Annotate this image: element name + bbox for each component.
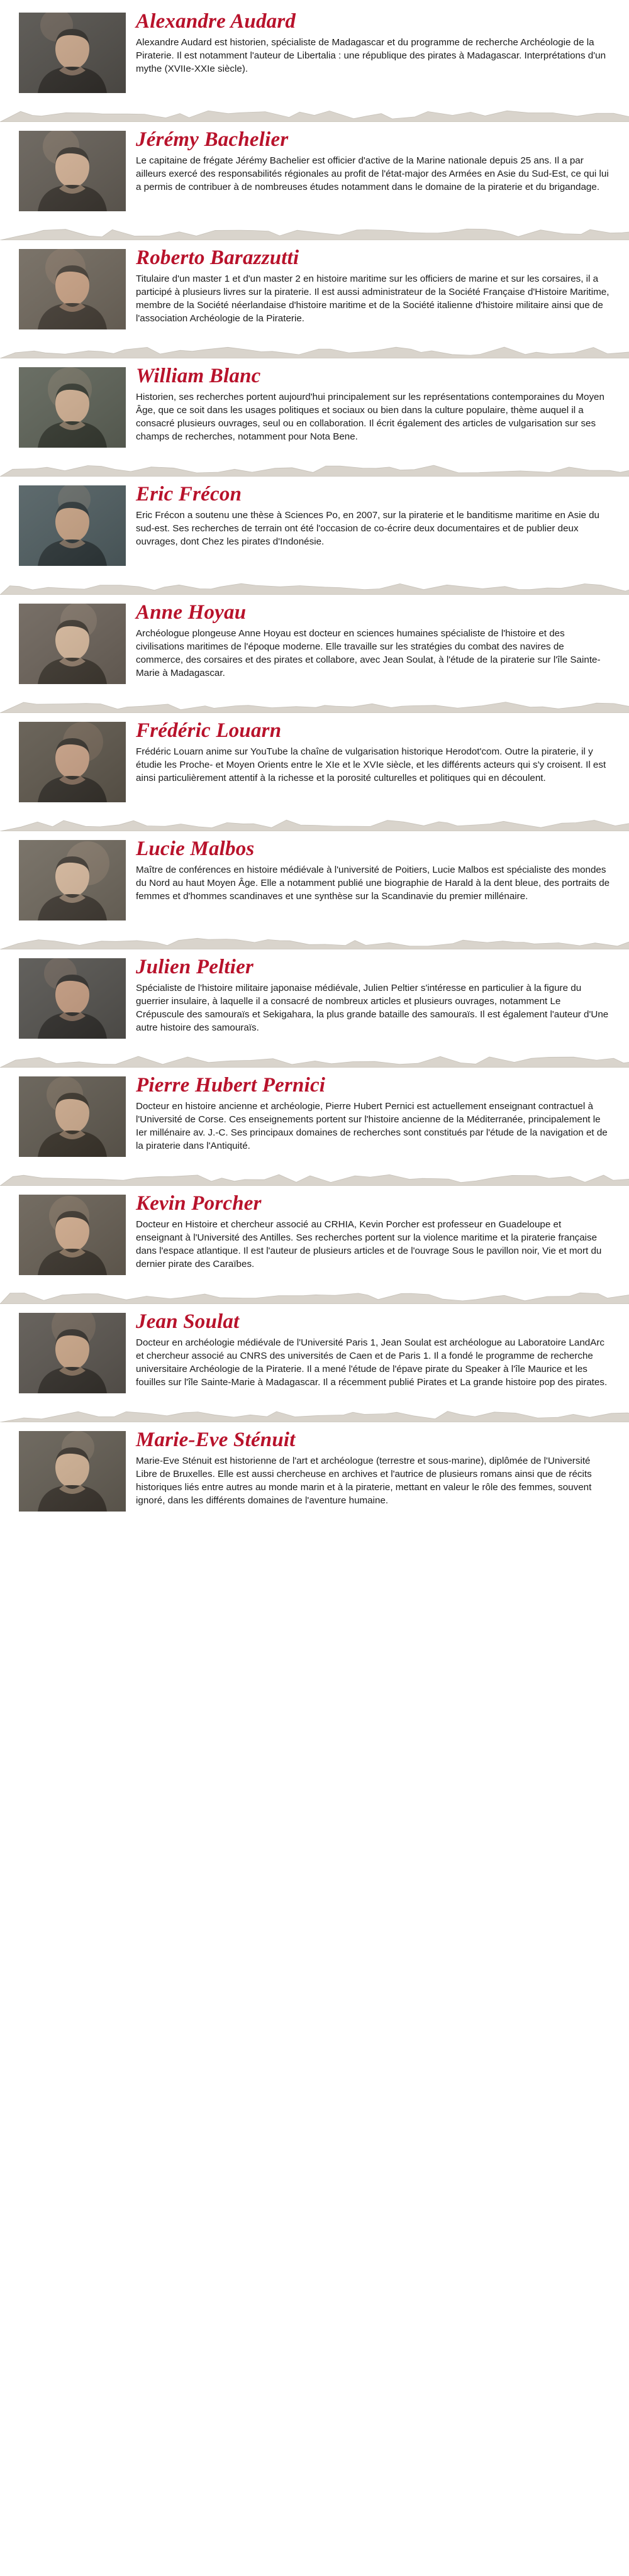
- bio-entry: [0, 1193, 629, 1275]
- bio-name: Julien Peltier: [136, 956, 254, 978]
- torn-paper-divider: [0, 937, 629, 949]
- torn-paper-divider: [0, 1291, 629, 1304]
- bio-name: Lucie Malbos: [136, 837, 255, 860]
- bio-text: Titulaire d'un master 1 et d'un master 2 en histoire maritime sur les officiers de marine et sur les corsaires, il a participé à plusieurs livres sur la piraterie. Il est aussi administrateur de la Société Française d'Histoire Maritime, membre de la Société néerlandaise d'histoire maritime et de la Société italienne d'histoire militaire ainsi que de l'association Archéologie de la Piraterie.: [136, 273, 610, 324]
- portrait-photo: [19, 367, 126, 448]
- portrait-photo: [19, 840, 126, 920]
- bio-entry: [0, 366, 629, 448]
- torn-paper-divider: [0, 109, 629, 122]
- bio-entry: [0, 1312, 629, 1393]
- portrait-photo: [19, 958, 126, 1039]
- bio-text: Historien, ses recherches portent aujourd'hui principalement sur les représentations contemporaines du Moyen Âge, que ce soit dans les usages politiques et sociaux ou bien dans la culture populaire, thème auquel il a consacré plusieurs ouvrages, seul ou en collaboration. Il écrit également des articles de vulgarisation sur ses champs de recherches, notamment pour Nota Bene.: [136, 391, 604, 442]
- bio-entry: [0, 1075, 629, 1157]
- torn-paper-divider: [0, 1055, 629, 1068]
- bio-text: Le capitaine de frégate Jérémy Bachelier est officier d'active de la Marine nationale depuis 25 ans. Il a par ailleurs exercé des responsabilités régionales au profit de l'état-major des Armées en Asie du Sud-Est, ce qui lui a permis de contribuer à de nombreuses études notamment dans le domaine de la piraterie et du brigandage.: [136, 155, 609, 192]
- bio-name: Marie-Eve Sténuit: [136, 1429, 296, 1451]
- bio-entry: [0, 130, 629, 211]
- torn-paper-divider: [0, 1173, 629, 1186]
- bio-text: Archéologue plongeuse Anne Hoyau est docteur en sciences humaines spécialiste de l'histoire et des civilisations maritimes de l'époque moderne. Elle travaille sur les stratégies du combat des navires de commerce, des corsaires et des pirates et collabore, avec Jean Soulat, à l'étude de la piraterie sur l'île Sainte-Marie à Madagascar.: [136, 627, 601, 678]
- portrait-photo: [19, 485, 126, 566]
- bio-entry: [0, 957, 629, 1039]
- bio-entry: [0, 839, 629, 920]
- bio-name: Jean Soulat: [136, 1310, 240, 1333]
- bio-text: Maître de conférences en histoire médiévale à l'université de Poitiers, Lucie Malbos est spécialiste des mondes du Nord au haut Moyen Âge. Elle a notamment publié une biographie de Harald à la dent bleue, des portraits de femmes et d'hommes scandinaves et une synthèse sur la Scandinavie du premier millénaire.: [136, 864, 610, 902]
- portrait-photo: [19, 1076, 126, 1157]
- bio-entry: [0, 484, 629, 566]
- torn-paper-divider: [0, 228, 629, 240]
- bio-name: Alexandre Audard: [136, 10, 296, 33]
- torn-paper-divider: [0, 700, 629, 713]
- torn-paper-divider: [0, 582, 629, 595]
- bio-entry: [0, 721, 629, 802]
- bio-name: Frédéric Louarn: [136, 719, 282, 742]
- bio-entry: [0, 1430, 629, 1512]
- portrait-photo: [19, 13, 126, 93]
- bio-name: Kevin Porcher: [136, 1192, 262, 1215]
- bio-entry: [0, 248, 629, 329]
- bio-text: Spécialiste de l'histoire militaire japonaise médiévale, Julien Peltier s'intéresse en particulier à la figure du guerrier insulaire, à laquelle il a consacré de nombreux articles et plusieurs ouvrages, notamment Le Crépuscule des samouraïs et Sekigahara, la plus grande bataille des samouraïs. Il est également l'auteur d'Une autre histoire des samouraïs.: [136, 982, 609, 1033]
- bio-text: Eric Frécon a soutenu une thèse à Sciences Po, en 2007, sur la piraterie et le banditisme maritime en Asie du sud-est. Ses recherches de terrain ont été l'occasion de co-écrire deux documentaires et de publier deux ouvrages, dont Chez les pirates d'Indonésie.: [136, 509, 600, 547]
- torn-paper-divider: [0, 819, 629, 831]
- bio-text: Alexandre Audard est historien, spécialiste de Madagascar et du programme de recherche Archéologie de la Piraterie. Il est notamment l'auteur de Libertalia : une république des pirates à Madagascar. Interprétations d'un mythe (XVIIe-XXIe siècle).: [136, 36, 606, 74]
- torn-paper-divider: [0, 346, 629, 358]
- bio-name: Anne Hoyau: [136, 601, 247, 624]
- portrait-photo: [19, 1195, 126, 1275]
- portrait-photo: [19, 604, 126, 684]
- torn-paper-divider: [0, 464, 629, 477]
- bio-text: Docteur en archéologie médiévale de l'Université Paris 1, Jean Soulat est archéologue au Laboratoire LandArc et chercheur associé au CNRS des universités de Caen et de Paris 1. Il a fondé le programme de recherche universitaire Archéologie de la Piraterie. Il a mené l'étude de l'épave pirate du Speaker à l'île Maurice et les fouilles sur l'île Sainte-Marie à Madagascar. Il a récemment publié Pirates et La grande histoire pop des pirates.: [136, 1337, 608, 1388]
- bio-text: Marie-Eve Sténuit est historienne de l'art et archéologue (terrestre et sous-marine), diplômée de l'Université Libre de Bruxelles. Elle est aussi chercheuse en archives et l'autrice de plusieurs romans ainsi que de récits historiques liés entre autres au monde marin et à la piraterie, mettant en valeur le rôle des femmes, souvent ignoré, dans les différents domaines de l'aventure humaine.: [136, 1455, 592, 1506]
- portrait-photo: [19, 131, 126, 211]
- bio-entry: [0, 602, 629, 684]
- portrait-photo: [19, 249, 126, 329]
- portrait-photo: [19, 722, 126, 802]
- portrait-photo: [19, 1431, 126, 1512]
- bio-name: Eric Frécon: [136, 483, 242, 506]
- portrait-photo: [19, 1313, 126, 1393]
- torn-paper-divider: [0, 1410, 629, 1422]
- bio-entry: [0, 11, 629, 93]
- bio-text: Frédéric Louarn anime sur YouTube la chaîne de vulgarisation historique Herodot'com. Outre la piraterie, il y étudie les Proche- et Moyen Orients entre le XIe et le XVIe siècle, et les différents acteurs qui s'y croisent. Il est ainsi particulièrement attentif à la richesse et la porosité culturelles et politiques qui en découlent.: [136, 746, 606, 783]
- bio-name: Roberto Barazzutti: [136, 246, 299, 269]
- bio-text: Docteur en Histoire et chercheur associé au CRHIA, Kevin Porcher est professeur en Guadeloupe et enseignant à l'Université des Antilles. Ses recherches portent sur la violence maritime et la piraterie française dans l'espace atlantique. Il est l'auteur de plusieurs articles et de l'ouvrage Sous le pavillon noir, Vie et mort du dernier pirate des Caraïbes.: [136, 1219, 602, 1269]
- bio-name: Pierre Hubert Pernici: [136, 1074, 326, 1097]
- bio-name: William Blanc: [136, 365, 261, 387]
- bio-text: Docteur en histoire ancienne et archéologie, Pierre Hubert Pernici est actuellement enseignant contractuel à l'Université de Corse. Ces enseignements portent sur l'histoire ancienne de la Méditerranée, principalement le Ier millénaire av. J.-C. Ses principaux domaines de recherches sont constitués par l'étude de la navigation et de la piraterie dans l'Antiquité.: [136, 1100, 608, 1151]
- bio-name: Jérémy Bachelier: [136, 128, 289, 151]
